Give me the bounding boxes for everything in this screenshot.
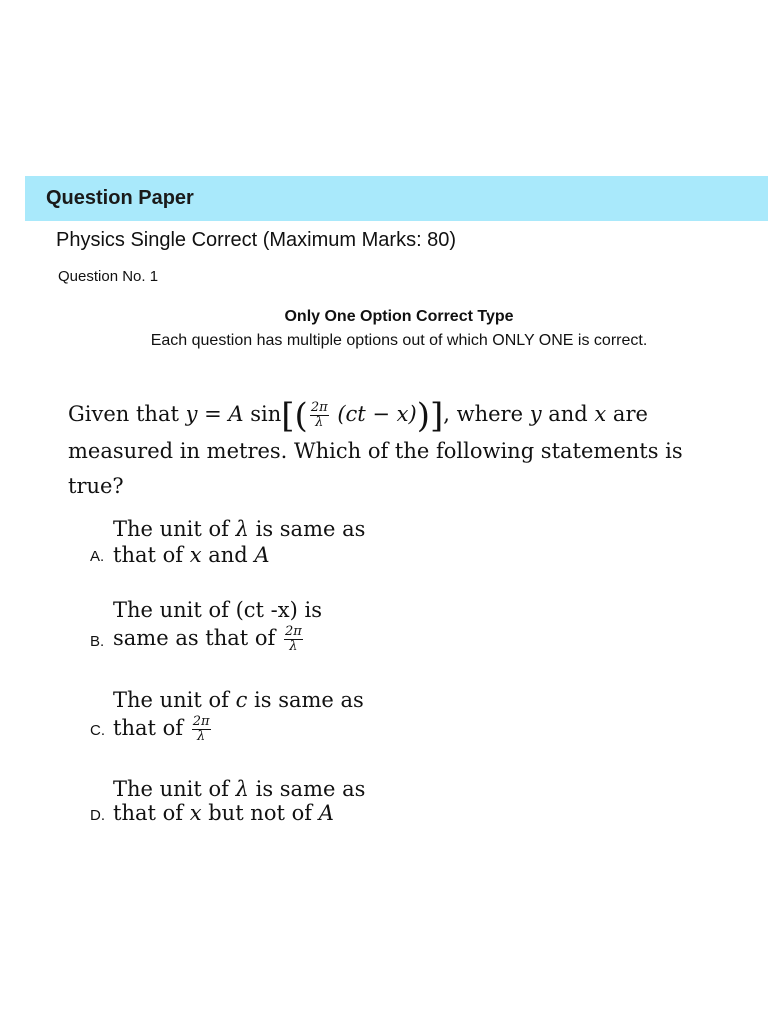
question-type-instruction: Each question has multiple options out of which ONLY ONE is correct. (150, 332, 648, 349)
option-c-letter: C. (90, 722, 105, 739)
section-title: Physics Single Correct (Maximum Marks: 80) (56, 229, 457, 251)
question-number: Question No. 1 (58, 268, 159, 285)
option-b-fraction: $\frac{2\pi}{\lambda}$ (284, 624, 302, 654)
option-c-fraction: $\frac{2\pi}{\lambda}$ (192, 714, 210, 744)
question-stem-line1: Given that y = A sin[( $\frac{2\pi}{\lambda}$ (ct − x))], where y and x are (68, 396, 648, 436)
question-stem (68, 397, 728, 504)
header-bar (25, 176, 768, 221)
option-a-letter: A. (90, 548, 105, 565)
question-type-title: Only One Option Correct Type (284, 308, 514, 325)
header-title: Question Paper (46, 187, 194, 209)
option-b-letter: B. (90, 633, 105, 650)
question-stem-line2: measured in metres. Which of the following statements is true? (68, 439, 683, 498)
stem-fraction: $\frac{2\pi}{\lambda}$ (310, 400, 328, 430)
option-d-letter: D. (90, 807, 105, 824)
question-type-block (0, 308, 768, 350)
